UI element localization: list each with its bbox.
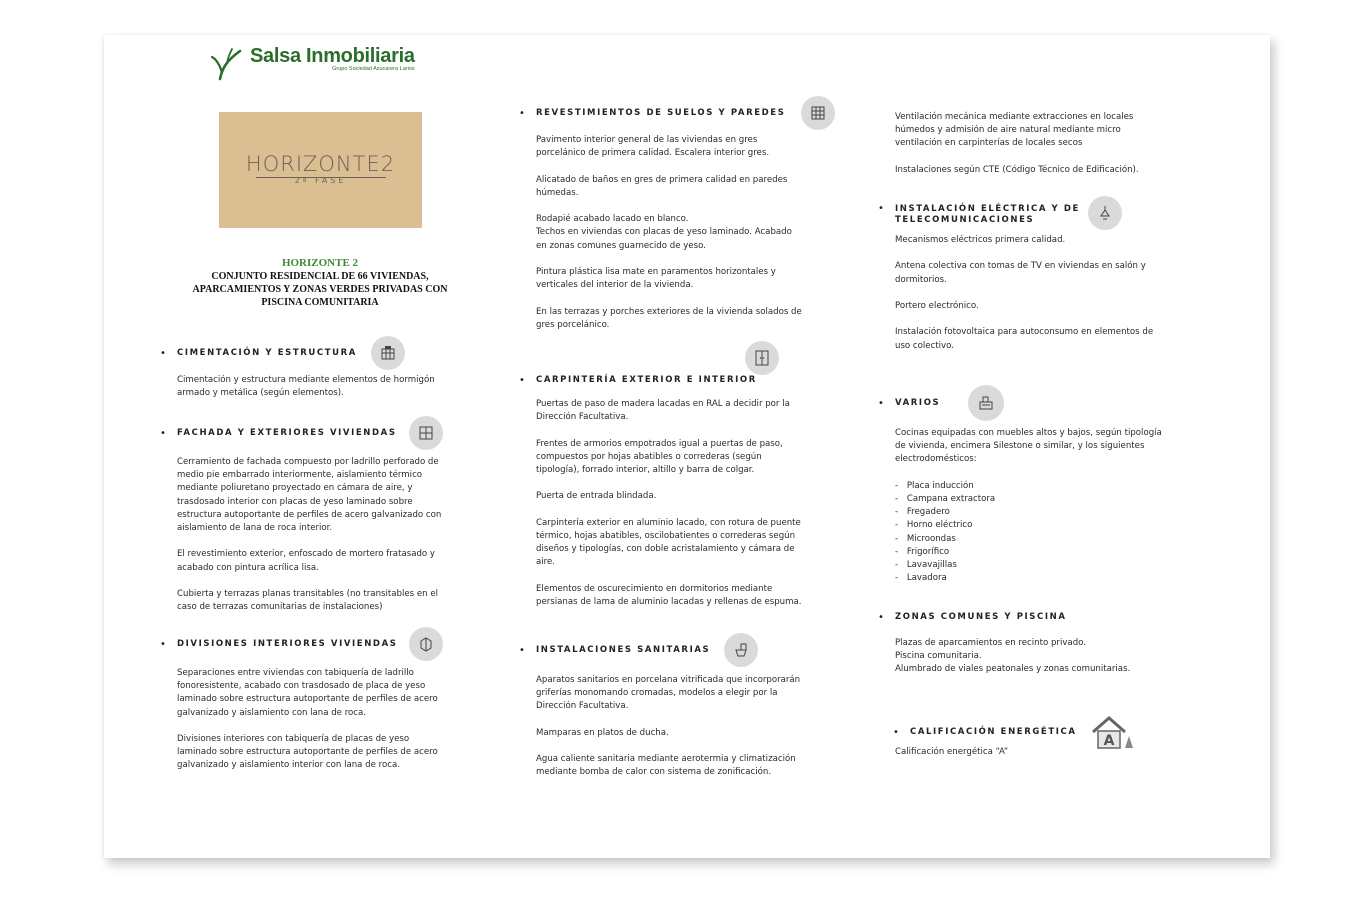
section-paragraph: Cerramiento de fachada compuesto por ladrillo perforado de medio pie embarrado interiormente, aislamiento térmico mediante poliuretano proyectado en cámara de aire, y trasdosado interior con placas de yeso laminado sobre estructura autoportante de perfiles de acero galvanizado con aislamiento de lana de roca interior. [177,457,442,534]
section-energetica [893,712,1213,759]
bullet: • [878,397,884,409]
list-item: - Placa inducción [895,480,1198,493]
section-title: CARPINTERÍA EXTERIOR E INTERIOR [536,374,757,385]
section-paragraph: El revestimiento exterior, enfoscado de mortero fratasado y acabado con pintura acrílica lisa. [177,549,435,573]
section-paragraph: Ventilación mecánica mediante extracciones en locales húmedos y admisión de aire natural mediante micro ventilación en carpinterías de locales secos [895,112,1134,149]
section-paragraph: Separaciones entre viviendas con tabiquería de ladrillo fonoresistente, acabado con trasdosado de placa de yeso laminado sobre estructura autoportante de perfiles de acero galvanizado y aislamiento con lana de roca. [177,668,438,718]
bullet: • [160,347,166,359]
section-zonas [878,610,1198,677]
section-paragraph: Cocinas equipadas con muebles altos y bajos, según tipología de vivienda, encimera Silestone o similar, y los siguientes electrodomésticos: [895,428,1162,465]
section-sanitarias [519,633,839,780]
project-title-line: PISCINA COMUNITARIA [261,297,379,308]
section-cimentacion [160,336,490,400]
project-title-green: HORIZONTE 2 [281,257,359,269]
document-page [104,35,1270,858]
section-paragraph: Calificación energética “A” [895,747,1009,757]
structure-icon [371,336,405,370]
section-paragraph: En las terrazas y porches exteriores de la vivienda solados de gres porcelánico. [536,306,802,330]
section-title: INSTALACIÓN ELÉCTRICA Y DE [895,204,1080,214]
section-title: ZONAS COMUNES Y PISCINA [895,611,1067,622]
kitchen-icon [968,385,1004,421]
section-paragraph: Puerta de entrada blindada. [536,491,657,502]
section-paragraph: Pintura plástica lisa mate en paramentos horizontales y verticales del interior de la vivienda. [536,266,776,291]
list-item: - Lavadora [895,572,1198,585]
project-image-sub: 2ª FASE [294,175,347,185]
facade-icon [409,416,443,450]
section-divisiones [160,627,490,773]
door-icon [745,341,779,375]
project-image-name: HORIZONTE2 [245,151,396,176]
section-title: DIVISIONES INTERIORES VIVIENDAS [177,638,398,649]
bullet: • [878,611,884,623]
tiles-icon [801,96,835,130]
energy-house-icon [1089,714,1137,750]
section-paragraph: Mecanismos eléctricos primera calidad. [895,235,1066,245]
bullet: • [519,644,525,656]
project-title [164,257,476,309]
section-varios [878,385,1198,585]
list-item: - Campana extractora [895,493,1198,506]
bullet: • [893,726,899,738]
energy-badge-letter: A [1103,733,1114,749]
section-title: FACHADA Y EXTERIORES VIVIENDAS [177,427,397,438]
sanitary-icon [724,633,758,667]
walls-icon [409,627,443,661]
section-title: INSTALACIONES SANITARIAS [536,644,711,655]
section-paragraph: Pavimento interior general de las viviendas en gres porcelánico de primera calidad. Escalera interior gres. [536,135,770,159]
section-paragraph: Instalaciones según CTE (Código Técnico de Edificación). [895,164,1139,175]
section-paragraph: Elementos de oscurecimiento en dormitorios mediante persianas de lama de aluminio lacadas y rellenas de espuma. [536,583,802,607]
section-paragraph: Frentes de armorios empotrados igual a puertas de paso, compuestos por hojas abatibles o correderas (según tipología), forrado interior, altillo y barra de colgar. [536,438,783,475]
section-paragraph: Alicatado de baños en gres de primera calidad en paredes húmedas. [536,174,788,198]
section-carpinteria [519,371,839,609]
section-paragraph: Antena colectiva con tomas de TV en viviendas en salón y dormitorios. [895,261,1146,285]
bullet: • [878,203,884,214]
logo-subtitle: Grupo Sociedad Azucarera Larios [332,66,415,72]
section-title: VARIOS [895,397,941,408]
section-title: CIMENTACIÓN Y ESTRUCTURA [177,347,357,358]
list-item: - Horno eléctrico [895,519,1198,532]
section-paragraph: Aparatos sanitarios en porcelana vitrificada que incorporarán griferías monomando cromadas, modelos a elegir por la Dirección Facultativa. [536,675,801,712]
list-item: - Frigorífico [895,546,1198,559]
list-item: - Fregadero [895,506,1198,519]
section-revestimientos [519,96,839,332]
section-paragraph: Cubierta y terrazas planas transitables (no transitables en el caso de terrazas comunitarias de instalaciones) [177,589,438,613]
section-paragraph: Rodapié acabado lacado en blanco. Techos en viviendas con placas de yeso laminado. Acabado en zonas comunes guarnecido de yeso. [536,214,792,251]
section-electrica [878,198,1198,353]
section-paragraph: Instalación fotovoltaica para autoconsumo en elementos de uso colectivo. [895,327,1154,351]
section-paragraph: Mamparas en platos de ducha. [536,727,669,738]
bullet: • [160,638,166,650]
list-item: - Microondas [895,533,1198,546]
company-logo [210,45,415,81]
section-paragraph: Agua caliente sanitaria mediante aerotermia y climatización mediante bomba de calor con sistema de zonificación. [536,754,796,778]
bullet: • [519,374,525,386]
section-paragraph: Plazas de aparcamientos en recinto privado. Piscina comunitaria. Alumbrado de viales peatonales y zonas comunitarias. [895,638,1131,675]
project-image [219,112,422,228]
project-title-line: APARCAMIENTOS Y ZONAS VERDES PRIVADAS CON [192,284,448,295]
project-title-line: CONJUNTO RESIDENCIAL DE 66 VIVIENDAS, [211,271,429,282]
section-fachada [160,416,490,614]
bullet: • [519,107,525,119]
section-title: TELECOMUNICACIONES [895,215,1035,225]
section-ventilacion [878,111,1198,177]
logo-name: Salsa Inmobiliaria [250,45,415,67]
sprout-logo-icon [210,45,246,81]
section-paragraph: Divisiones interiores con tabiquería de placas de yeso laminado sobre estructura autoportante de perfiles de acero galvanizado y aislamiento interior con lana de roca. [177,734,438,771]
lamp-icon [1088,196,1122,230]
section-paragraph: Portero electrónico. [895,300,979,311]
list-item: - Lavavajillas [895,559,1198,572]
section-paragraph: Carpintería exterior en aluminio lacado, con rotura de puente térmico, hojas abatibles, oscilobatientes o correderas según diseños y tipologías, con doble acristalamiento y cámara de aire. [536,517,801,568]
section-title: CALIFICACIÓN ENERGÉTICA [910,726,1077,737]
section-paragraph: Puertas de paso de madera lacadas en RAL a decidir por la Dirección Facultativa. [536,399,790,423]
section-paragraph: Cimentación y estructura mediante elementos de hormigón armado y metálica (según elementos). [177,375,435,399]
appliance-list [895,480,1198,586]
section-title: REVESTIMIENTOS DE SUELOS Y PAREDES [536,107,786,118]
bullet: • [160,427,166,439]
